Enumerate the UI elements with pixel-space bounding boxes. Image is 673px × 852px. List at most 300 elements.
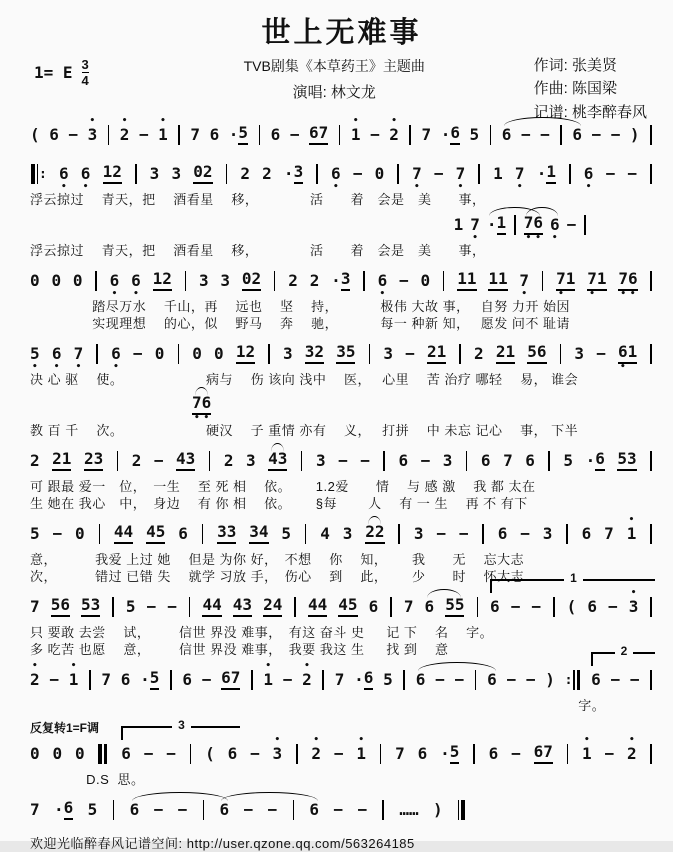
note-token: 7 • — [519, 271, 530, 299]
barline — [476, 590, 480, 624]
barline — [382, 444, 386, 478]
barline — [458, 337, 462, 371]
note-token: − — [243, 800, 254, 819]
barline — [94, 264, 98, 298]
time-denominator: 4 — [81, 72, 89, 88]
note-token: 6 — [121, 744, 131, 763]
music-system-5 — [30, 444, 653, 512]
note-token: 3 — [171, 164, 182, 183]
barline — [566, 737, 570, 771]
music-line — [30, 118, 653, 152]
music-system-1 — [30, 118, 653, 152]
lyrics-line: 浮云掠过 青天，把 酒看星 移， 活 着 会是 美 事， — [30, 192, 486, 207]
notation-text: ( — [30, 125, 40, 144]
note-token: 6 — [209, 125, 220, 144]
note-token: 43 — [176, 444, 195, 478]
note-token: 6 — [591, 670, 601, 689]
note-token: − — [506, 670, 517, 689]
music-line — [30, 337, 653, 371]
note-token: − — [605, 164, 616, 183]
note-token: − — [627, 164, 638, 183]
note-token: 6 • — [58, 164, 69, 192]
note-token: 7 — [190, 125, 201, 144]
note-token: 76 • • — [523, 213, 543, 243]
barline — [397, 517, 401, 551]
repeat-annotation: 反复转1=F调 — [30, 721, 100, 735]
note-token: 43 — [233, 590, 252, 624]
barline — [649, 590, 653, 624]
note-token: 6 — [417, 744, 428, 763]
note-token: 6 — [572, 125, 582, 144]
barline — [295, 737, 299, 771]
barline — [321, 663, 325, 697]
note-token: 0 — [214, 344, 224, 363]
note-token: 6 — [490, 597, 500, 616]
lyrics-line: 只 要敢 去尝 试， 信世 界没 难事， 有这 奋斗 史 记 下 名 字。 — [30, 625, 494, 640]
barline — [293, 590, 297, 624]
volta-bracket-3 — [121, 718, 240, 740]
barline — [481, 517, 485, 551]
note-token: − — [511, 744, 521, 763]
note-token: 5 — [563, 451, 574, 470]
note-token: 6 — [488, 744, 499, 763]
note-token: 0 — [72, 271, 83, 290]
note-token: • 1 — [350, 116, 361, 144]
note-token: 7 • — [412, 164, 422, 192]
key-signature — [34, 58, 89, 87]
barline — [112, 793, 116, 827]
note-token: 21 — [52, 444, 71, 478]
barline — [513, 208, 517, 242]
music-line — [30, 517, 653, 551]
double-barline — [97, 737, 108, 771]
note-token: − — [177, 800, 188, 819]
note-token: 2 — [240, 164, 250, 183]
note-token: 4 — [320, 524, 330, 543]
note-token: − — [282, 670, 293, 689]
note-token: − — [68, 125, 79, 144]
note-token: · 5 — [228, 123, 249, 144]
subtitle: TVB剧集《本草药王》主题曲 — [243, 58, 425, 74]
note-token: 6 — [487, 670, 497, 689]
note-token: − — [399, 271, 409, 290]
lyrics-line: 教 百 千 次。 硬汉 子 重情 亦有 义， 打拼 中 未忘 记心 事， 下半 — [30, 423, 579, 438]
note-token: − — [333, 744, 344, 763]
score — [30, 118, 653, 827]
lyrics-line: 可 跟最 爱一 位， 一生 至 死 相 依。 1.2爱 情 与 感 激 我 都 太在 — [30, 479, 536, 494]
note-token: − — [143, 744, 154, 763]
barline — [649, 444, 653, 478]
barline — [116, 444, 120, 478]
note-token: − — [352, 164, 363, 183]
note-token: 5 — [87, 800, 98, 819]
barline — [300, 444, 304, 478]
music-line — [30, 157, 653, 191]
music-line — [30, 264, 653, 298]
note-token: 3 — [149, 164, 160, 183]
note-token: 2 — [131, 451, 142, 470]
volta-label: 3 — [172, 719, 191, 731]
lyrics-line: 浮云掠过 青天，把 酒看星 移， 活 着 会是 美 事， — [30, 243, 486, 258]
note-token: 0 — [52, 744, 63, 763]
lyrics-line: 实现理想 的心，似 野马 奔 驰， 每一 种新 知， 愿发 问不 耻请 — [30, 316, 570, 331]
ossia-line — [192, 388, 653, 422]
barline — [201, 517, 205, 551]
note-token: · 6 — [354, 668, 374, 689]
note-token: 2 — [474, 344, 484, 363]
note-token: 6 — [270, 125, 281, 144]
volta-label: 1 — [564, 572, 583, 584]
note-token: 6 — [368, 597, 379, 616]
note-token: 7 • — [455, 164, 466, 192]
note-token: − — [610, 670, 621, 689]
note-token: 3 — [220, 271, 231, 290]
note-token: 6 — [227, 744, 238, 763]
note-token: • 1 — [356, 735, 366, 763]
note-token: 6 — [415, 670, 426, 689]
lyricist: 作词: 张美贤 — [533, 57, 617, 74]
note-token: 2 — [288, 271, 298, 290]
note-token: 0 — [30, 271, 40, 290]
note-token: 6 — [182, 670, 192, 689]
barline — [402, 663, 406, 697]
barline — [565, 517, 569, 551]
note-token: 43 — [268, 444, 287, 478]
music-system-10 — [30, 793, 653, 827]
barline — [273, 264, 277, 298]
header-info — [30, 52, 653, 121]
note-token: 0 — [74, 744, 85, 763]
music-system-3 — [30, 264, 653, 332]
barline — [649, 517, 653, 551]
note-token: 21 — [427, 337, 446, 371]
barline — [649, 264, 653, 298]
note-token: − — [132, 344, 143, 363]
note-token: 3 — [315, 451, 326, 470]
note-token: 2 — [223, 451, 234, 470]
note-token: 6 • — [549, 215, 560, 243]
barline — [189, 737, 193, 771]
note-token: 23 — [84, 444, 103, 478]
note-token: 11 — [457, 264, 476, 298]
music-line — [30, 793, 466, 827]
note-token: 6 • — [51, 344, 62, 372]
note-token: 0 — [75, 524, 85, 543]
barline — [208, 444, 212, 478]
note-token: − — [370, 125, 380, 144]
note-token: • 3 — [87, 116, 98, 144]
barline — [547, 444, 551, 478]
note-token: − — [454, 670, 465, 689]
note-token: • 1 — [626, 515, 637, 543]
note-token: • 3 — [628, 588, 639, 616]
note-token: 44 — [308, 590, 327, 624]
lyrics-line: 生 她在 我心 中， 身边 有 你 相 依。 §每 人 有 一 生 再 不 有下 — [30, 496, 528, 511]
note-token: · 6 — [54, 798, 74, 819]
note-token: − — [289, 125, 300, 144]
note-token: 5 — [30, 524, 40, 543]
note-token: − — [360, 451, 370, 470]
lyrics-line: D.S 思。 — [86, 772, 145, 787]
note-token: · 3 — [283, 162, 304, 183]
barline — [225, 157, 229, 191]
note-token: 6 — [525, 451, 535, 470]
barline — [649, 337, 653, 371]
note-token: 2 — [30, 451, 40, 470]
music-system-2 — [30, 157, 653, 259]
note-token: − — [458, 524, 469, 543]
note-token: · 1 — [486, 213, 507, 234]
note-token: • 2 — [30, 661, 40, 689]
note-token: − — [604, 744, 615, 763]
barline — [258, 118, 262, 152]
note-token: 0 — [420, 271, 431, 290]
barline — [304, 517, 308, 551]
barline — [95, 337, 99, 371]
note-token: 6 — [120, 670, 131, 689]
note-token: 02 — [242, 264, 261, 298]
note-token: · 6 — [440, 123, 460, 144]
lyrics-line: 次， 错过 已错 失 就学 习放 手， 伤心 到 此， 少 时 怀大志 — [30, 569, 525, 584]
note-token: 6 — [49, 125, 59, 144]
note-token: 3 — [442, 451, 453, 470]
note-token: 3 — [413, 524, 424, 543]
note-token: 7 — [395, 744, 405, 763]
note-token: · 3 — [331, 269, 351, 290]
note-token: 3 — [383, 344, 393, 363]
note-token: 24 — [263, 590, 282, 624]
lyrics-line: 意， 我爱 上过 她 但是 为你 好， 不想 你 知， 我 无 忘大志 — [30, 552, 525, 567]
note-token: 21 — [496, 337, 515, 371]
note-token: 71 • — [587, 269, 607, 299]
note-token: − — [153, 451, 164, 470]
note-token: 6 — [309, 800, 320, 819]
note-token: 2 — [309, 271, 320, 290]
notation-text: ( — [205, 744, 215, 763]
note-token: 6 — [178, 524, 188, 543]
note-token: 53 — [81, 590, 100, 624]
note-token: 6 • — [111, 344, 121, 372]
note-token: 12 — [236, 337, 255, 371]
note-token: 44 — [202, 590, 221, 624]
transcriber: 记谱: 桃李醉春风 — [533, 103, 647, 121]
note-token: 55 — [445, 590, 464, 624]
note-token: 02 — [193, 157, 212, 191]
note-token: 6 — [497, 524, 508, 543]
barline — [381, 793, 385, 827]
time-signature — [82, 58, 89, 87]
note-token: 7 — [421, 125, 432, 144]
barline — [315, 157, 319, 191]
note-token: − — [510, 597, 521, 616]
note-token: 0 — [30, 744, 40, 763]
note-token: 7 — [403, 597, 414, 616]
note-token: 67 — [534, 737, 553, 771]
note-token: · 1 — [536, 162, 556, 183]
note-token: 6 — [587, 597, 597, 616]
note-token: · 5 — [140, 668, 160, 689]
repeat-end-barline: : — [565, 663, 582, 697]
note-token: − — [250, 744, 260, 763]
note-token: − — [333, 800, 344, 819]
note-token: 6 — [581, 524, 592, 543]
note-token: 3 — [574, 344, 585, 363]
note-token: − — [540, 125, 550, 144]
note-token: 7 • — [470, 215, 480, 243]
barline — [202, 793, 206, 827]
lyrics-line: 字。 — [578, 698, 606, 713]
barline — [474, 663, 478, 697]
note-token: • 3 — [272, 735, 283, 763]
note-token: − — [49, 670, 60, 689]
note-token: 5 — [281, 524, 292, 543]
volta-label: 2 — [615, 645, 634, 657]
notation-text: ) — [629, 125, 640, 144]
barline — [188, 590, 192, 624]
composer: 作曲: 陈国梁 — [533, 80, 617, 98]
note-token: 1 — [493, 164, 503, 183]
note-token: 3 — [342, 524, 353, 543]
note-token: 6 • — [131, 271, 141, 299]
note-token: 3 — [198, 271, 209, 290]
barline — [292, 793, 296, 827]
note-token: • 2 — [302, 661, 312, 689]
note-token: • 2 — [311, 735, 322, 763]
note-token: 7 — [101, 670, 111, 689]
note-token: 0 — [154, 344, 165, 363]
barline — [338, 118, 342, 152]
note-token: · 6 — [585, 449, 605, 470]
note-token: − — [435, 670, 445, 689]
note-token: 1 — [453, 215, 464, 234]
note-token: 7 — [604, 524, 614, 543]
barline — [107, 118, 111, 152]
note-token: − — [201, 670, 212, 689]
note-token: − — [520, 524, 530, 543]
music-line — [30, 444, 653, 478]
note-token: − — [591, 125, 602, 144]
note-token: 12 — [153, 264, 172, 298]
note-token: − — [267, 800, 278, 819]
note-token: 76 • • — [618, 269, 638, 299]
barline — [379, 737, 383, 771]
note-token: − — [420, 451, 431, 470]
note-token: 6 • — [80, 164, 91, 192]
barline — [649, 663, 653, 697]
barline — [267, 337, 271, 371]
lyrics-line: 多 吃苦 也愿 意， 信世 界没 难事， 我要 我这 生 找 到 意 — [30, 642, 449, 657]
note-token: 67 — [309, 118, 328, 152]
barline — [568, 157, 572, 191]
ossia-line — [454, 208, 653, 242]
note-token: − — [520, 125, 531, 144]
note-token: 12 — [103, 157, 122, 191]
lyrics-line: 决 心 驱 使。 病与 伤 该向 浅中 医， 心里 苦 治疗 哪轻 易， 谁会 — [30, 372, 579, 387]
note-token: 6 • — [583, 164, 594, 192]
barline — [649, 157, 653, 191]
note-token: 53 — [617, 444, 636, 478]
note-token: 7 — [503, 451, 513, 470]
notation-text: ) — [432, 800, 443, 819]
note-token: 71 • — [556, 269, 576, 299]
footer-url: 欢迎光临醉春风记谱空间: http://user.qzone.qq.com/563264185 — [30, 836, 415, 851]
note-token: 32 — [305, 337, 324, 371]
note-token: − — [52, 524, 63, 543]
subtitle-block — [244, 54, 425, 106]
lyrics-line: 踏尽万水 千山，再 远也 坚 持， 极伟 大故 事， 自努 力开 始因 — [30, 299, 570, 314]
note-token: 3 — [246, 451, 256, 470]
note-token: • 1 — [68, 661, 79, 689]
barline — [472, 737, 476, 771]
barline — [559, 337, 563, 371]
note-token: 6 — [129, 800, 140, 819]
note-token: 2 — [262, 164, 272, 183]
note-token: 7 • — [73, 344, 84, 372]
note-token: 0 — [51, 271, 62, 290]
barline — [552, 590, 556, 624]
note-token: 5 • — [30, 344, 40, 372]
notation-text: …… — [399, 800, 419, 819]
barline — [389, 590, 393, 624]
final-barline — [457, 793, 466, 827]
note-token: 3 — [542, 524, 553, 543]
note-token: 67 — [221, 663, 240, 697]
note-token: − — [167, 597, 177, 616]
time-numerator: 3 — [81, 57, 89, 72]
performer: 演唱: 林文龙 — [292, 84, 376, 102]
note-token: − — [436, 524, 446, 543]
music-system-4 — [30, 337, 653, 439]
barline — [583, 208, 587, 242]
repeat-start-barline: : — [30, 157, 47, 191]
barline — [477, 157, 481, 191]
note-token: 6 — [480, 451, 491, 470]
note-token: 7 • — [514, 164, 525, 192]
music-system-6 — [30, 517, 653, 585]
note-token: − — [153, 800, 164, 819]
barline — [396, 157, 400, 191]
note-token: 7 — [30, 597, 40, 616]
barline — [649, 737, 653, 771]
barline — [111, 590, 115, 624]
note-token: • 1 — [582, 735, 592, 763]
note-token: • 2 — [389, 116, 399, 144]
barline — [489, 118, 493, 152]
barline — [134, 157, 138, 191]
note-token: − — [596, 344, 606, 363]
note-token: • 1 — [263, 661, 273, 689]
barline — [465, 444, 469, 478]
note-token: 6 — [219, 800, 230, 819]
note-token: 6 • — [377, 271, 388, 299]
note-token: − — [531, 597, 542, 616]
note-token: − — [338, 451, 348, 470]
note-token: − — [166, 744, 176, 763]
barline — [541, 264, 545, 298]
barline — [649, 118, 653, 152]
barline — [184, 264, 188, 298]
note-token: 56 — [527, 337, 546, 371]
note-token: 5 — [125, 597, 136, 616]
notation-text: ) — [545, 670, 555, 689]
music-system-9 — [30, 719, 653, 788]
note-token: 0 — [374, 164, 385, 183]
barline — [559, 118, 563, 152]
note-token: − — [138, 125, 149, 144]
barline — [362, 264, 366, 298]
note-token: 45 — [338, 590, 357, 624]
note-token: • 2 — [119, 116, 130, 144]
